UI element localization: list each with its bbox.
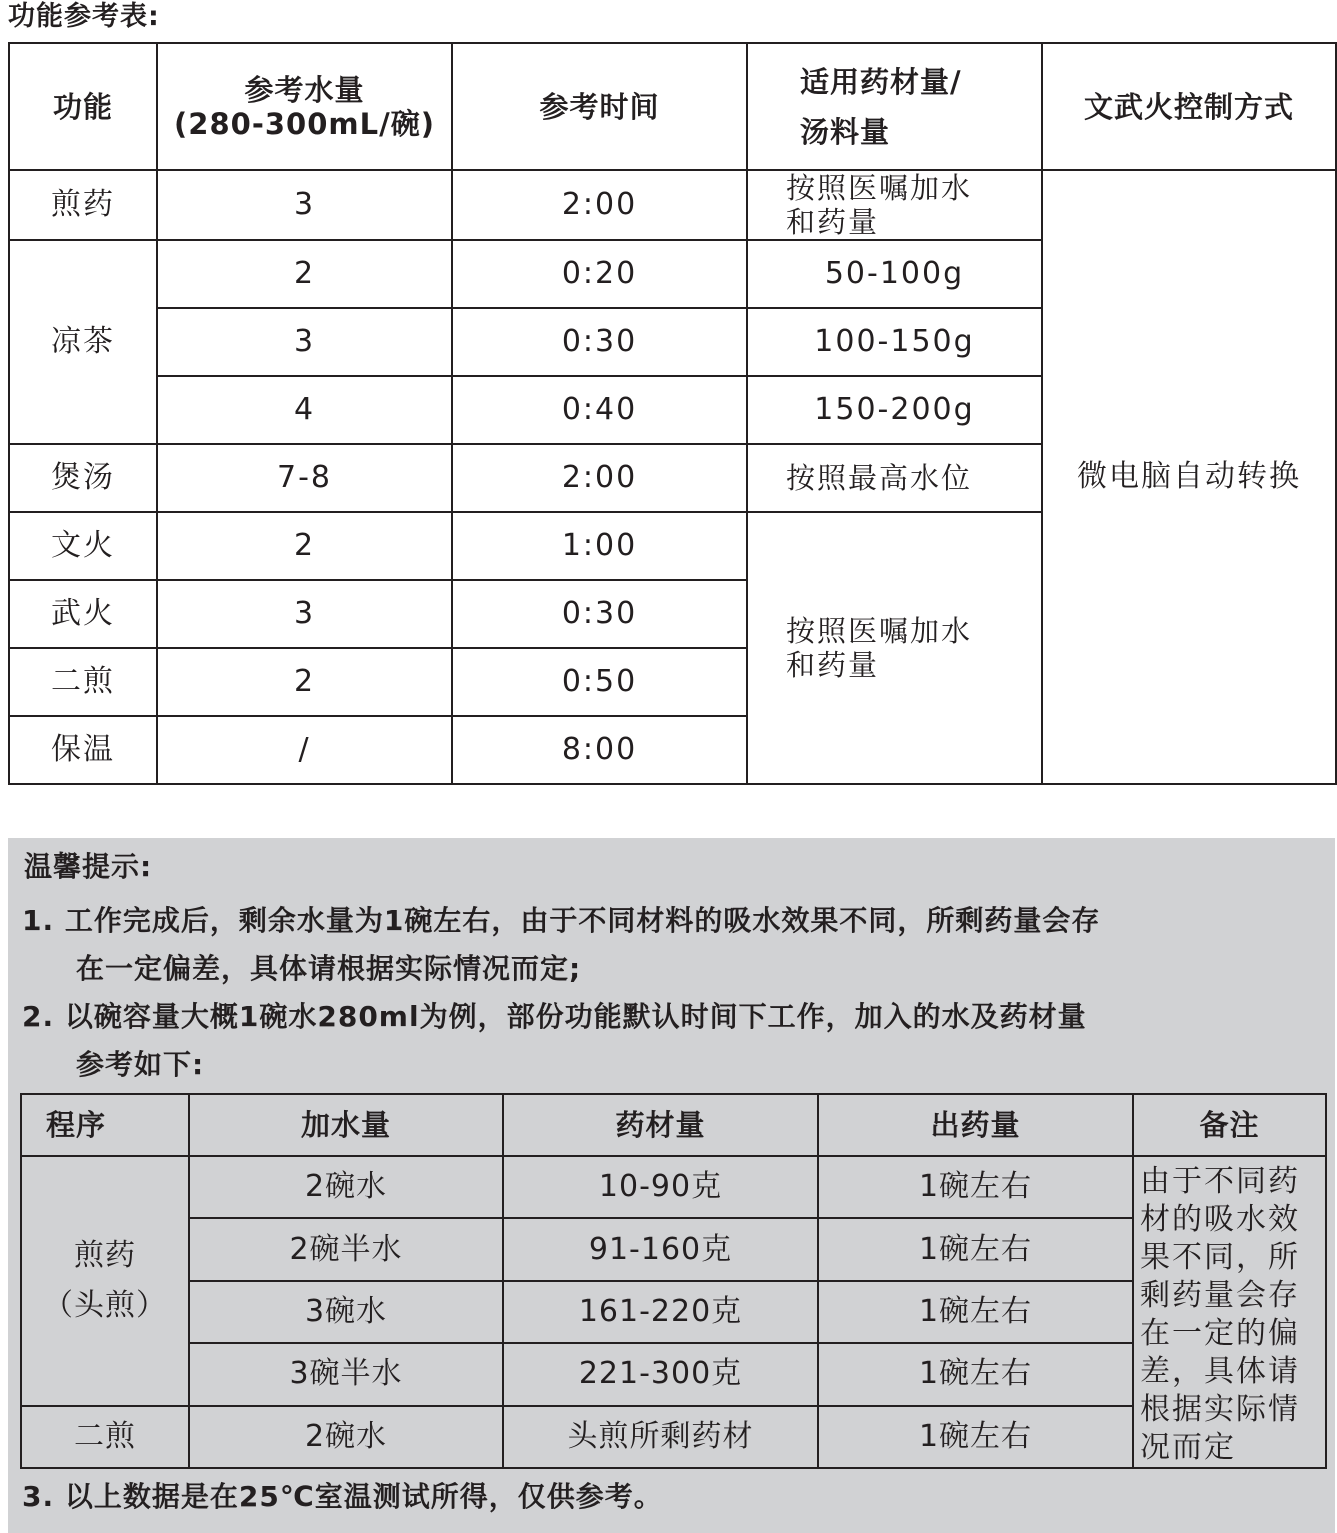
time-cell: 8:00 <box>452 716 747 784</box>
output-cell: 1碗左右 <box>818 1343 1133 1405</box>
tips-title: 温馨提示: <box>24 850 153 883</box>
water-cell: 3碗半水 <box>189 1343 503 1405</box>
table-header-row <box>21 1094 1326 1156</box>
tip-1-line-2: 在一定偏差，具体请根据实际情况而定; <box>76 952 582 985</box>
water-cell: 3碗水 <box>189 1281 503 1343</box>
function-cell: 保温 <box>9 716 157 784</box>
program-line1: 煎药 <box>74 1237 136 1273</box>
shared-herb-cell <box>747 512 1042 784</box>
function-cell: 煲汤 <box>9 444 157 512</box>
time-cell: 0:40 <box>452 376 747 444</box>
header-note: 备注 <box>1133 1094 1326 1156</box>
program-cell <box>21 1156 189 1406</box>
water-cell: 2 <box>157 512 452 580</box>
herb-cell: 50-100g <box>747 240 1042 308</box>
table-header-row <box>9 43 1336 170</box>
water-cell: 2碗水 <box>189 1156 503 1218</box>
table-row <box>9 170 1336 240</box>
header-herb-line1: 适用药材量/ <box>800 64 962 99</box>
herb-line1: 按照医嘱加水 <box>786 614 973 648</box>
function-cell: 文火 <box>9 512 157 580</box>
time-cell: 0:50 <box>452 648 747 716</box>
function-cell: 凉茶 <box>9 240 157 444</box>
tip-1-line-1: 1. 工作完成后，剩余水量为1碗左右，由于不同材料的吸水效果不同，所剩药量会存 <box>22 904 1101 937</box>
water-cell: 2碗水 <box>189 1406 503 1468</box>
water-cell: 4 <box>157 376 452 444</box>
header-function: 功能 <box>9 43 157 170</box>
time-cell: 1:00 <box>452 512 747 580</box>
output-cell: 1碗左右 <box>818 1218 1133 1280</box>
function-cell: 武火 <box>9 580 157 648</box>
output-cell: 1碗左右 <box>818 1406 1133 1468</box>
herb-cell: 10-90克 <box>503 1156 818 1218</box>
water-cell: 3 <box>157 580 452 648</box>
water-cell: / <box>157 716 452 784</box>
herb-cell: 按照最高水位 <box>747 444 1042 512</box>
tip-2-line-2: 参考如下: <box>76 1048 205 1081</box>
time-cell: 2:00 <box>452 444 747 512</box>
table-row <box>21 1218 1326 1280</box>
table-row <box>21 1406 1326 1468</box>
herb-cell <box>747 170 1042 240</box>
water-cell: 2碗半水 <box>189 1218 503 1280</box>
header-herb: 药材量 <box>503 1094 818 1156</box>
water-cell: 7-8 <box>157 444 452 512</box>
water-cell: 3 <box>157 170 452 240</box>
program-cell: 二煎 <box>21 1406 189 1468</box>
header-water: 加水量 <box>189 1094 503 1156</box>
header-herb <box>747 43 1042 170</box>
herb-cell: 161-220克 <box>503 1281 818 1343</box>
header-time: 参考时间 <box>452 43 747 170</box>
tip-2-line-1: 2. 以碗容量大概1碗水280ml为例，部份功能默认时间下工作，加入的水及药材量 <box>22 1000 1087 1033</box>
program-reference-table <box>20 1093 1327 1469</box>
function-reference-table <box>8 42 1337 785</box>
table-row <box>21 1281 1326 1343</box>
herb-line2: 和药量 <box>786 648 880 682</box>
herb-line1: 按照医嘱加水 <box>786 171 973 205</box>
header-herb-line2: 汤料量 <box>800 114 891 149</box>
output-cell: 1碗左右 <box>818 1281 1133 1343</box>
output-cell: 1碗左右 <box>818 1156 1133 1218</box>
water-cell: 2 <box>157 648 452 716</box>
function-cell: 煎药 <box>9 170 157 240</box>
table-row <box>21 1156 1326 1218</box>
herb-cell: 221-300克 <box>503 1343 818 1405</box>
herb-line2: 和药量 <box>786 205 880 239</box>
time-cell: 0:30 <box>452 308 747 376</box>
water-cell: 3 <box>157 308 452 376</box>
function-cell: 二煎 <box>9 648 157 716</box>
note-cell: 由于不同药材的吸水效果不同，所剩药量会存在一定的偏差，具体请根据实际情况而定 <box>1133 1156 1326 1468</box>
time-cell: 0:20 <box>452 240 747 308</box>
time-cell: 2:00 <box>452 170 747 240</box>
header-water-line2: (280-300mL/碗) <box>174 106 435 141</box>
herb-cell: 91-160克 <box>503 1218 818 1280</box>
program-line2: （头煎） <box>43 1287 167 1323</box>
herb-cell: 100-150g <box>747 308 1042 376</box>
tip-3: 3. 以上数据是在25℃室温测试所得，仅供参考。 <box>22 1480 663 1513</box>
tips-panel <box>8 838 1335 1533</box>
fire-control-cell: 微电脑自动转换 <box>1042 170 1336 784</box>
header-water-line1: 参考水量 <box>244 72 365 107</box>
time-cell: 0:30 <box>452 580 747 648</box>
header-fire: 文武火控制方式 <box>1042 43 1336 170</box>
header-output: 出药量 <box>818 1094 1133 1156</box>
herb-cell: 头煎所剩药材 <box>503 1406 818 1468</box>
water-cell: 2 <box>157 240 452 308</box>
page-title: 功能参考表: <box>8 1 160 32</box>
table-row <box>21 1343 1326 1405</box>
header-water <box>157 43 452 170</box>
herb-cell: 150-200g <box>747 376 1042 444</box>
header-program: 程序 <box>21 1094 189 1156</box>
